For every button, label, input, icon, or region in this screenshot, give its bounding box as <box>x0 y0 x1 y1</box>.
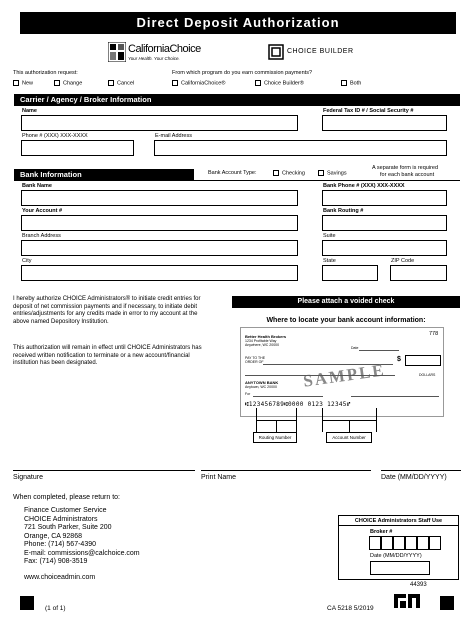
authorization-text: I hereby authorize CHOICE Administrators® to initiate credit entries for deposit of net commission payments and if necessary, to initiate debit entries/adjustments for any credits made in error to my account at the above named Depository Institution. <box>13 296 201 325</box>
check-payee-line-1: Better Health Brokers <box>245 334 287 339</box>
bank-name-field[interactable] <box>21 190 298 206</box>
account-number-label: Your Account # <box>22 208 63 214</box>
page-indicator: (1 of 1) <box>45 605 66 612</box>
effect-text: This authorization will remain in effect until CHOICE Administrators has received written notification to terminate or a new account/financial institution has been designated. <box>13 345 202 366</box>
choice-builder-wordmark: CHOICE BUILDER <box>287 48 354 55</box>
program-choicebuilder-option[interactable]: Choice Builder® <box>255 80 304 86</box>
program-both-option[interactable]: Both <box>341 80 361 86</box>
broker-number-field[interactable] <box>369 536 441 550</box>
checkbox-icon[interactable] <box>273 170 279 176</box>
checking-option[interactable]: Checking <box>273 170 305 176</box>
zip-label: ZIP Code <box>391 258 415 264</box>
staff-date-label: Date (MM/DD/YYYY) <box>370 553 422 559</box>
routing-number-callout: Routing Number <box>253 432 297 443</box>
checkbox-icon[interactable] <box>318 170 324 176</box>
branch-address-label: Branch Address <box>22 233 61 239</box>
bank-phone-field[interactable] <box>322 190 447 206</box>
separate-form-note-2: for each bank account <box>380 172 435 178</box>
account-type-label: Bank Account Type: <box>208 170 257 176</box>
checkbox-icon[interactable] <box>255 80 261 86</box>
city-label: City <box>22 258 32 264</box>
account-number-field[interactable] <box>21 215 298 231</box>
california-choice-tagline: Your Health. Your Choice. <box>128 56 180 61</box>
request-new-option[interactable]: New <box>13 80 33 86</box>
request-cancel-option[interactable]: Cancel <box>108 80 134 86</box>
voided-check-subheader: Where to locate your bank account information: <box>266 317 426 324</box>
savings-option[interactable]: Savings <box>318 170 347 176</box>
check-bank-city: Anytown, WC 20000 <box>245 385 277 389</box>
request-label: This authorization request: <box>13 70 78 76</box>
registration-mark-bottom-right <box>440 596 454 610</box>
return-line: Finance Customer Service <box>24 507 107 514</box>
ca-logo-icon <box>392 592 422 610</box>
tax-id-field[interactable] <box>322 115 447 131</box>
form-title: Direct Deposit Authorization <box>20 12 456 34</box>
return-address-block <box>24 507 140 567</box>
check-micr-line: ⑆123456789⑆0000 0123 12345⑈ <box>245 401 351 408</box>
state-field[interactable] <box>322 265 378 281</box>
staff-use-header: CHOICE Administrators Staff Use <box>339 516 458 526</box>
checkbox-icon[interactable] <box>341 80 347 86</box>
staff-date-field[interactable] <box>370 561 430 575</box>
state-label: State <box>323 258 336 264</box>
signature-label: Signature <box>13 474 43 481</box>
return-line: 721 South Parker, Suite 200 <box>24 524 112 531</box>
return-intro: When completed, please return to: <box>13 494 121 501</box>
check-dollars-label: DOLLARS <box>419 373 436 377</box>
check-order-label: ORDER OF <box>245 360 264 364</box>
print-name-label: Print Name <box>201 474 237 481</box>
phone-field[interactable] <box>21 140 134 156</box>
checkbox-icon[interactable] <box>172 80 178 86</box>
signature-date-label: Date (MM/DD/YYYY) <box>381 474 447 481</box>
account-number-callout: Account Number <box>326 432 372 443</box>
california-choice-wordmark: CaliforniaChoice <box>128 43 201 55</box>
bank-name-label: Bank Name <box>22 183 52 189</box>
program-label: From which program do you earn commission payments? <box>172 70 313 76</box>
branch-address-field[interactable] <box>21 240 298 256</box>
checkbox-icon[interactable] <box>13 80 19 86</box>
check-bank-name: ANYTOWN BANK <box>245 380 279 385</box>
checkbox-icon[interactable] <box>54 80 60 86</box>
checkbox-icon[interactable] <box>108 80 114 86</box>
check-number: 778 <box>429 331 439 337</box>
form-number: 44393 <box>410 582 427 588</box>
website-link[interactable]: www.choiceadmin.com <box>24 574 96 581</box>
print-name-line[interactable] <box>201 470 371 471</box>
tax-id-label: Federal Tax ID # / Social Security # <box>323 108 414 114</box>
form-code: CA 5218 5/2019 <box>327 605 374 612</box>
zip-field[interactable] <box>390 265 447 281</box>
voided-check-header: Please attach a voided check <box>232 296 460 308</box>
return-line[interactable]: E-mail: commissions@calchoice.com <box>24 549 140 557</box>
suite-field[interactable] <box>322 240 447 256</box>
check-payee-line-2: 1234 Profitable Way <box>245 339 277 343</box>
bank-section-header: Bank Information <box>14 169 194 181</box>
check-pay-label: PAY TO THE <box>245 356 266 360</box>
check-dollar-sign: $ <box>397 356 401 363</box>
check-payee-line-3: Anywhere, WC 20000 <box>245 343 280 347</box>
routing-number-field[interactable] <box>322 215 447 231</box>
broker-number-label: Broker # <box>370 529 393 535</box>
phone-label: Phone # (XXX) XXX-XXXX <box>22 133 88 139</box>
name-field[interactable] <box>21 115 298 131</box>
name-label: Name <box>22 108 37 114</box>
signature-line[interactable] <box>13 470 195 471</box>
city-field[interactable] <box>21 265 298 281</box>
return-line: Orange, CA 92868 <box>24 532 82 540</box>
bank-phone-label: Bank Phone # (XXX) XXX-XXXX <box>323 183 405 189</box>
program-calchoice-option[interactable]: CaliforniaChoice® <box>172 80 225 86</box>
return-line: CHOICE Administrators <box>24 515 98 523</box>
check-amount-box <box>405 355 441 366</box>
check-for-label: For <box>245 392 251 396</box>
sample-check <box>240 327 444 417</box>
routing-number-label: Bank Routing # <box>323 208 364 214</box>
california-choice-emblem-icon <box>108 42 126 62</box>
registration-mark-bottom-left <box>20 596 34 610</box>
request-change-option[interactable]: Change <box>54 80 82 86</box>
carrier-section-header: Carrier / Agency / Broker Information <box>14 94 460 106</box>
email-label: E-mail Address <box>155 133 192 139</box>
check-sample-watermark: SAMPLE <box>302 360 387 391</box>
choice-builder-emblem-icon <box>268 44 284 60</box>
return-line: Fax: (714) 908-3519 <box>24 558 88 565</box>
suite-label: Suite <box>323 233 336 239</box>
check-date-label: Date <box>351 346 359 350</box>
signature-date-line[interactable] <box>381 470 461 471</box>
return-line: Phone: (714) 567-4390 <box>24 541 96 548</box>
separate-form-note-1: A separate form is required <box>372 165 439 171</box>
email-field[interactable] <box>154 140 447 156</box>
